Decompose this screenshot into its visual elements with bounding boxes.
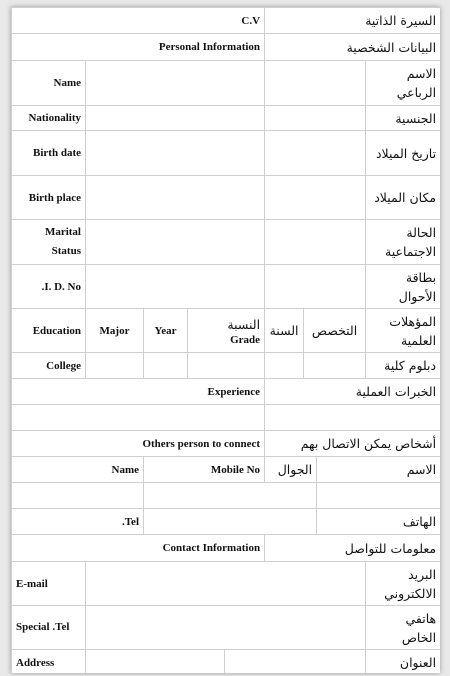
cv-title-en: C.V xyxy=(12,8,265,34)
birth-place-label-ar: مكان الميلاد xyxy=(366,176,440,220)
experience-title-en: Experience xyxy=(12,379,265,405)
birth-place-label-en: Birth place xyxy=(12,176,86,220)
tel-field[interactable] xyxy=(144,509,317,535)
tel-label-ar: الهاتف xyxy=(317,509,440,535)
mobile-label-ar: الجوال xyxy=(265,457,317,483)
nationality-label-ar: الجنسية xyxy=(366,106,440,131)
year-label-en: Year xyxy=(144,309,188,353)
personal-info-title-ar: البيانات الشخصية xyxy=(265,34,440,61)
education-label-en: Education xyxy=(12,309,86,353)
name-row xyxy=(12,61,441,106)
nationality-label-en: Nationality xyxy=(12,106,86,131)
birth-place-field[interactable] xyxy=(86,176,265,220)
major-label-en: Major xyxy=(86,309,144,353)
address-row xyxy=(12,650,441,674)
special-tel-label-ar: هاتفي الخاص xyxy=(366,606,440,650)
email-label-en: E-mail xyxy=(12,562,86,606)
special-tel-row xyxy=(12,606,441,650)
marital-status-row xyxy=(12,220,441,265)
marital-status-label-ar: الحالة الاجتماعية xyxy=(366,220,440,265)
cv-title-ar: السيرة الذاتية xyxy=(265,8,440,34)
address-field[interactable] xyxy=(86,650,225,674)
year-label-ar: السنة xyxy=(265,309,304,353)
id-number-label-ar: بطاقة الأحوال xyxy=(366,265,440,309)
id-number-label-en: .I. D. No xyxy=(12,265,86,309)
birth-place-row xyxy=(12,176,441,220)
personal-info-header xyxy=(12,34,441,61)
address-label-ar: العنوان xyxy=(366,650,440,674)
college-label-en: College xyxy=(12,353,86,379)
nationality-field[interactable] xyxy=(86,106,265,131)
contact-name-field[interactable] xyxy=(12,483,144,509)
mobile-label-en: Mobile No xyxy=(144,457,265,483)
name-field-2[interactable] xyxy=(265,61,366,106)
special-tel-field[interactable] xyxy=(86,606,366,650)
id-number-field[interactable] xyxy=(86,265,265,309)
college-year-field[interactable] xyxy=(144,353,188,379)
contacts-columns-row xyxy=(12,457,441,483)
experience-field-2[interactable] xyxy=(265,405,440,431)
birth-date-row xyxy=(12,131,441,176)
address-label-en: Address xyxy=(12,650,86,674)
email-field[interactable] xyxy=(86,562,366,606)
experience-title-ar: الخبرات العملية xyxy=(265,379,440,405)
birth-place-field-2[interactable] xyxy=(265,176,366,220)
contacts-title-en: Others person to connect xyxy=(12,431,265,457)
birth-date-field[interactable] xyxy=(86,131,265,176)
marital-status-field-2[interactable] xyxy=(265,220,366,265)
nationality-field-2[interactable] xyxy=(265,106,366,131)
email-label-ar: البريد الالكتروني xyxy=(366,562,440,606)
college-grade-field[interactable] xyxy=(188,353,265,379)
college-label-ar: دبلوم كلية xyxy=(366,353,440,379)
personal-info-title-en: Personal Information xyxy=(12,34,265,61)
marital-status-label-en: Marital Status xyxy=(12,220,86,265)
college-row xyxy=(12,353,441,379)
name-label-ar: الاسم الرباعي xyxy=(366,61,440,106)
marital-status-field[interactable] xyxy=(86,220,265,265)
grade-label-en: Grade xyxy=(230,334,261,346)
contacts-entry-row xyxy=(12,483,441,509)
cv-form xyxy=(11,7,440,673)
education-header-row xyxy=(12,309,441,353)
college-year-ar-field[interactable] xyxy=(265,353,304,379)
contact-name-label-ar: الاسم xyxy=(317,457,440,483)
cv-table xyxy=(11,7,440,673)
contacts-title-ar: أشخاص يمكن الاتصال بهم xyxy=(265,431,440,457)
experience-entry-row xyxy=(12,405,441,431)
id-number-row xyxy=(12,265,441,309)
contact-info-header-row xyxy=(12,535,441,562)
contacts-tel-row xyxy=(12,509,441,535)
nationality-row xyxy=(12,106,441,131)
college-major-field[interactable] xyxy=(86,353,144,379)
birth-date-label-en: Birth date xyxy=(12,131,86,176)
name-field[interactable] xyxy=(86,61,265,106)
college-major-ar-field[interactable] xyxy=(304,353,366,379)
birth-date-field-2[interactable] xyxy=(265,131,366,176)
experience-field[interactable] xyxy=(12,405,265,431)
contact-info-title-en: Contact Information xyxy=(12,535,265,562)
address-field-2[interactable] xyxy=(225,650,366,674)
contact-mobile-field[interactable] xyxy=(144,483,317,509)
name-label-en: Name xyxy=(12,61,86,106)
id-number-field-2[interactable] xyxy=(265,265,366,309)
special-tel-label-en: Special .Tel xyxy=(12,606,86,650)
contact-info-title-ar: معلومات للتواصل xyxy=(265,535,440,562)
experience-header-row xyxy=(12,379,441,405)
contact-name-label-en: Name xyxy=(12,457,144,483)
tel-label-en: .Tel xyxy=(12,509,144,535)
contact-name-ar-field[interactable] xyxy=(317,483,440,509)
email-row xyxy=(12,562,441,606)
education-label-ar: المؤهلات العلمية xyxy=(366,309,440,353)
contacts-header-row xyxy=(12,431,441,457)
major-label-ar: التخصص xyxy=(304,309,366,353)
grade-label-ar: النسبة xyxy=(227,317,261,332)
birth-date-label-ar: تاريخ الميلاد xyxy=(366,131,440,176)
header-row xyxy=(12,8,441,34)
